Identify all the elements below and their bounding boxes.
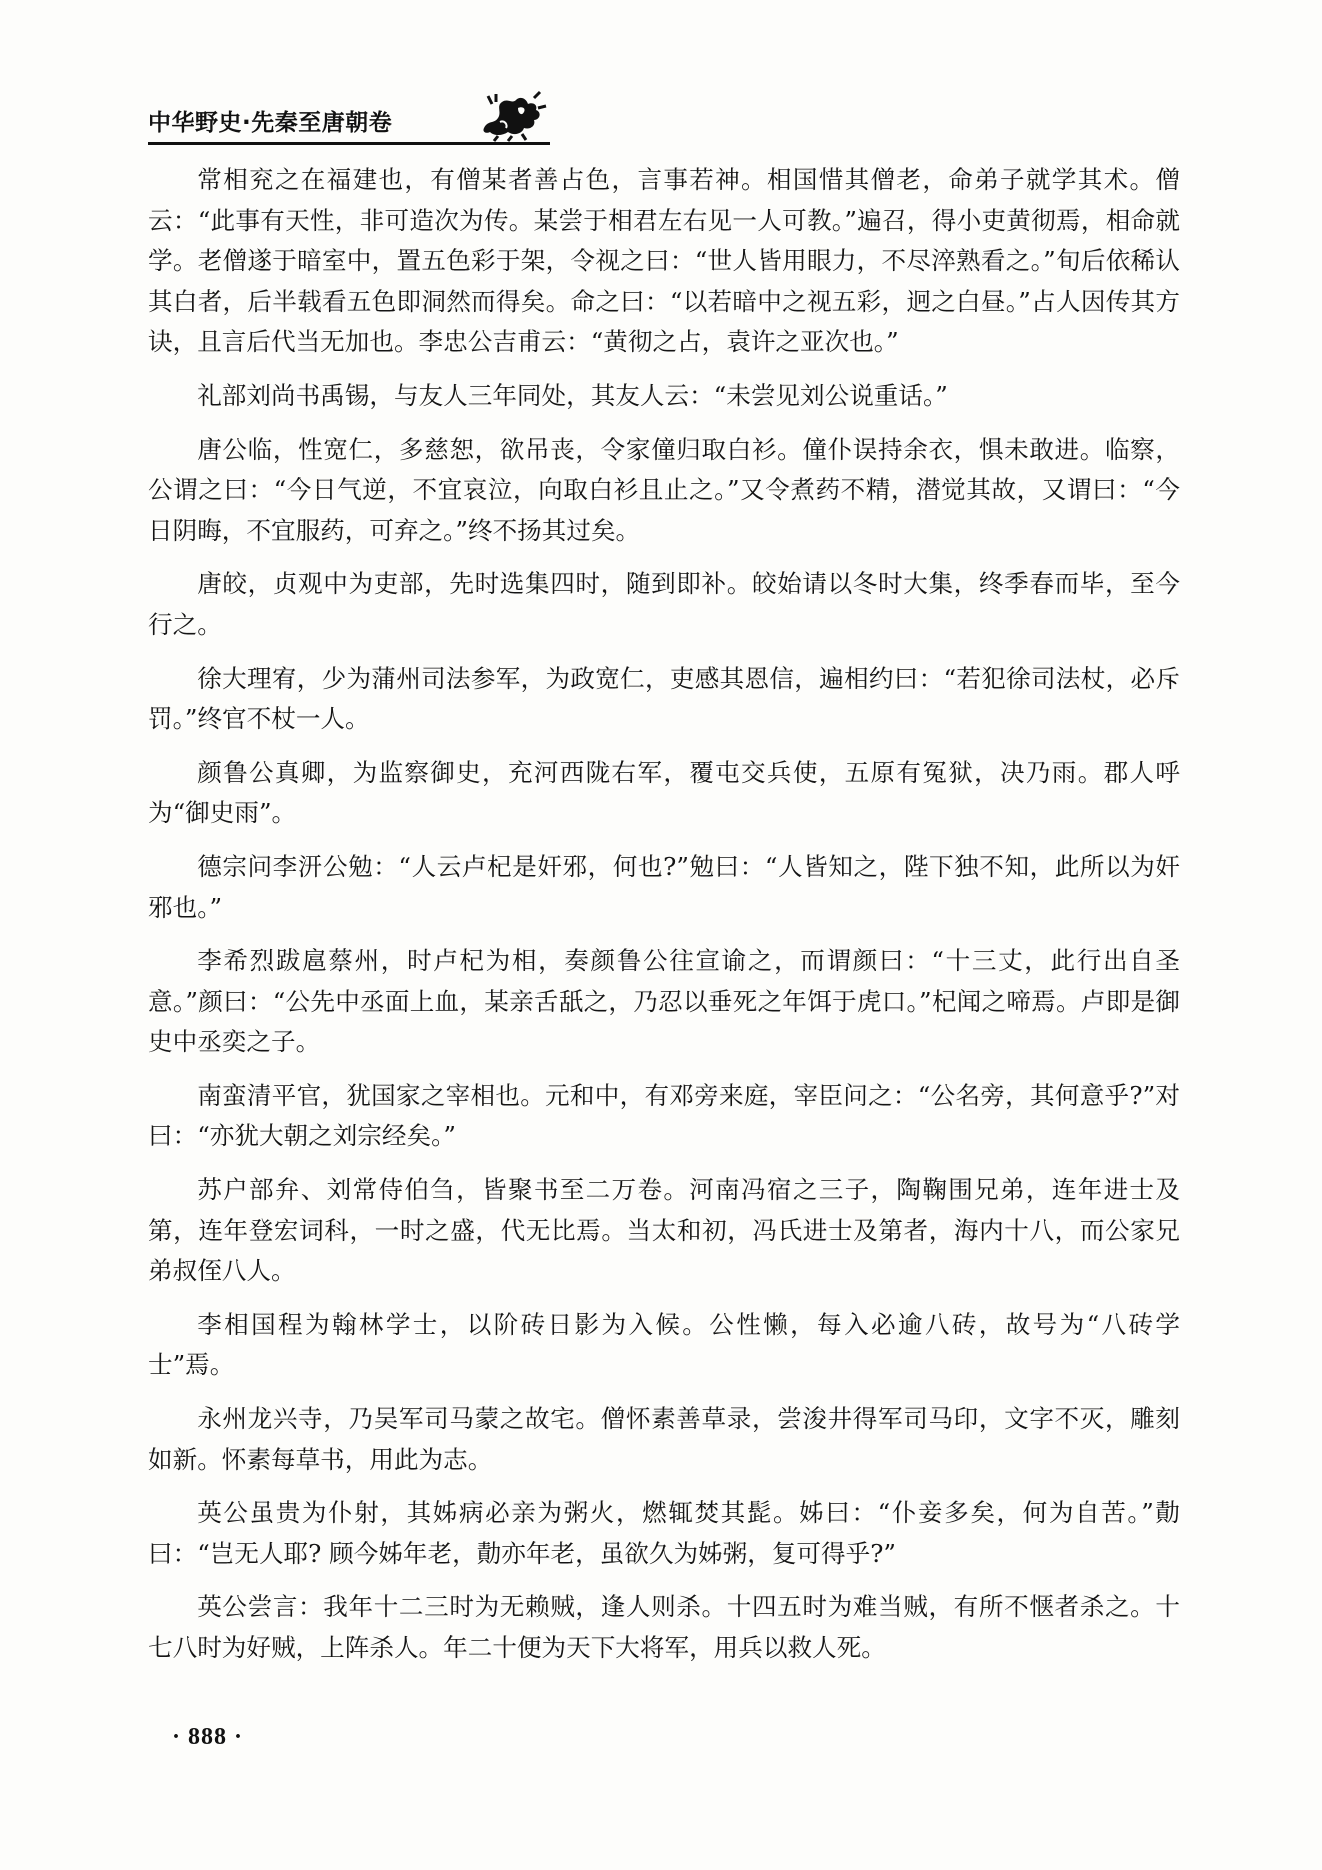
running-header [148,92,550,152]
page-number: · 888 · [172,1724,244,1750]
paragraph: 唐公临，性宽仁，多慈恕，欲吊丧，令家僮归取白衫。僮仆误持余衣，惧未敢进。临察，公谓之曰：“今日气逆，不宜哀泣，向取白衫且止之。”又令煮药不精，潜觉其故，又谓曰：“今日阴晦，不宜服药，可弃之。”终不扬其过矣。 [148,434,1180,545]
paragraph: 南蛮清平官，犹国家之宰相也。元和中，有邓旁来庭，宰臣问之：“公名旁，其何意乎?”对曰：“亦犹大朝之刘宗经矣。” [148,1080,1180,1151]
paragraph: 徐大理宥，少为蒲州司法参军，为政宽仁，吏感其恩信，遍相约曰：“若犯徐司法杖，必斥罚。”终官不杖一人。 [148,663,1180,734]
paragraph: 常相兖之在福建也，有僧某者善占色，言事若神。相国惜其僧老，命弟子就学其术。僧云：“此事有天性，非可造次为传。某尝于相君左右见一人可教。”遍召，得小吏黄彻焉，相命就学。老僧遂于暗室中，置五色彩于架，令视之曰：“世人皆用眼力，不尽淬熟看之。”旬后依稀认其白者，后半载看五色即洞然而得矣。命之曰：“以若暗中之视五彩，迥之白昼。”占人因传其方诀，且言后代当无加也。李忠公吉甫云：“黄彻之占，袁许之亚次也。” [148,165,1180,357]
paragraph: 永州龙兴寺，乃吴军司马蒙之故宅。僧怀素善草录，尝浚井得军司马印，文字不灭，雕刻如新。怀素每草书，用此为志。 [148,1404,1180,1474]
paragraph: 英公虽贵为仆射，其姊病必亲为粥火，燃辄焚其髭。姊曰：“仆妾多矣，何为自苦。”勣曰：“岂无人耶? 顾今姊年老，勣亦年老，虽欲久为姊粥，复可得乎?” [148,1498,1180,1568]
body-text [148,160,1180,1682]
running-header-title: 中华野史·先秦至唐朝卷 [148,110,393,136]
paragraph: 德宗问李汧公勉：“人云卢杞是奸邪，何也?”勉曰：“人皆知之，陛下独不知，此所以为奸邪也。” [148,851,1180,922]
paragraph: 颜鲁公真卿，为监察御史，充河西陇右军，覆屯交兵使，五原有冤狱，决乃雨。郡人呼为“御史雨”。 [148,757,1180,828]
paragraph: 唐皎，贞观中为吏部，先时选集四时，随到即补。皎始请以冬时大集，终季春而毕，至今行之。 [148,569,1180,639]
paragraph: 苏户部弁、刘常侍伯刍，皆聚书至二万卷。河南冯宿之三子，陶鞠围兄弟，连年进士及第，连年登宏词科，一时之盛，代无比焉。当太和初，冯氏进士及第者，海内十八，而公家兄弟叔侄八人。 [148,1175,1180,1286]
paragraph: 英公尝言：我年十二三时为无赖贼，逢人则杀。十四五时为难当贼，有所不惬者杀之。十七八时为好贼，上阵杀人。年二十便为天下大将军，用兵以救人死。 [148,1592,1180,1662]
header-rule [148,142,550,145]
paragraph: 礼部刘尚书禹锡，与友人三年同处，其友人云：“未尝见刘公说重话。” [197,380,948,410]
paragraph: 李希烈跋扈蔡州，时卢杞为相，奏颜鲁公往宣谕之，而谓颜曰：“十三丈，此行出自圣意。”颜曰：“公先中丞面上血，某亲舌舐之，乃忍以垂死之年饵于虎口。”杞闻之啼焉。卢即是御史中丞奕之子。 [148,946,1180,1057]
dragon-emblem-icon [478,90,550,142]
paragraph: 李相国程为翰林学士，以阶砖日影为入候。公性懒，每入必逾八砖，故号为“八砖学士”焉。 [148,1309,1180,1380]
